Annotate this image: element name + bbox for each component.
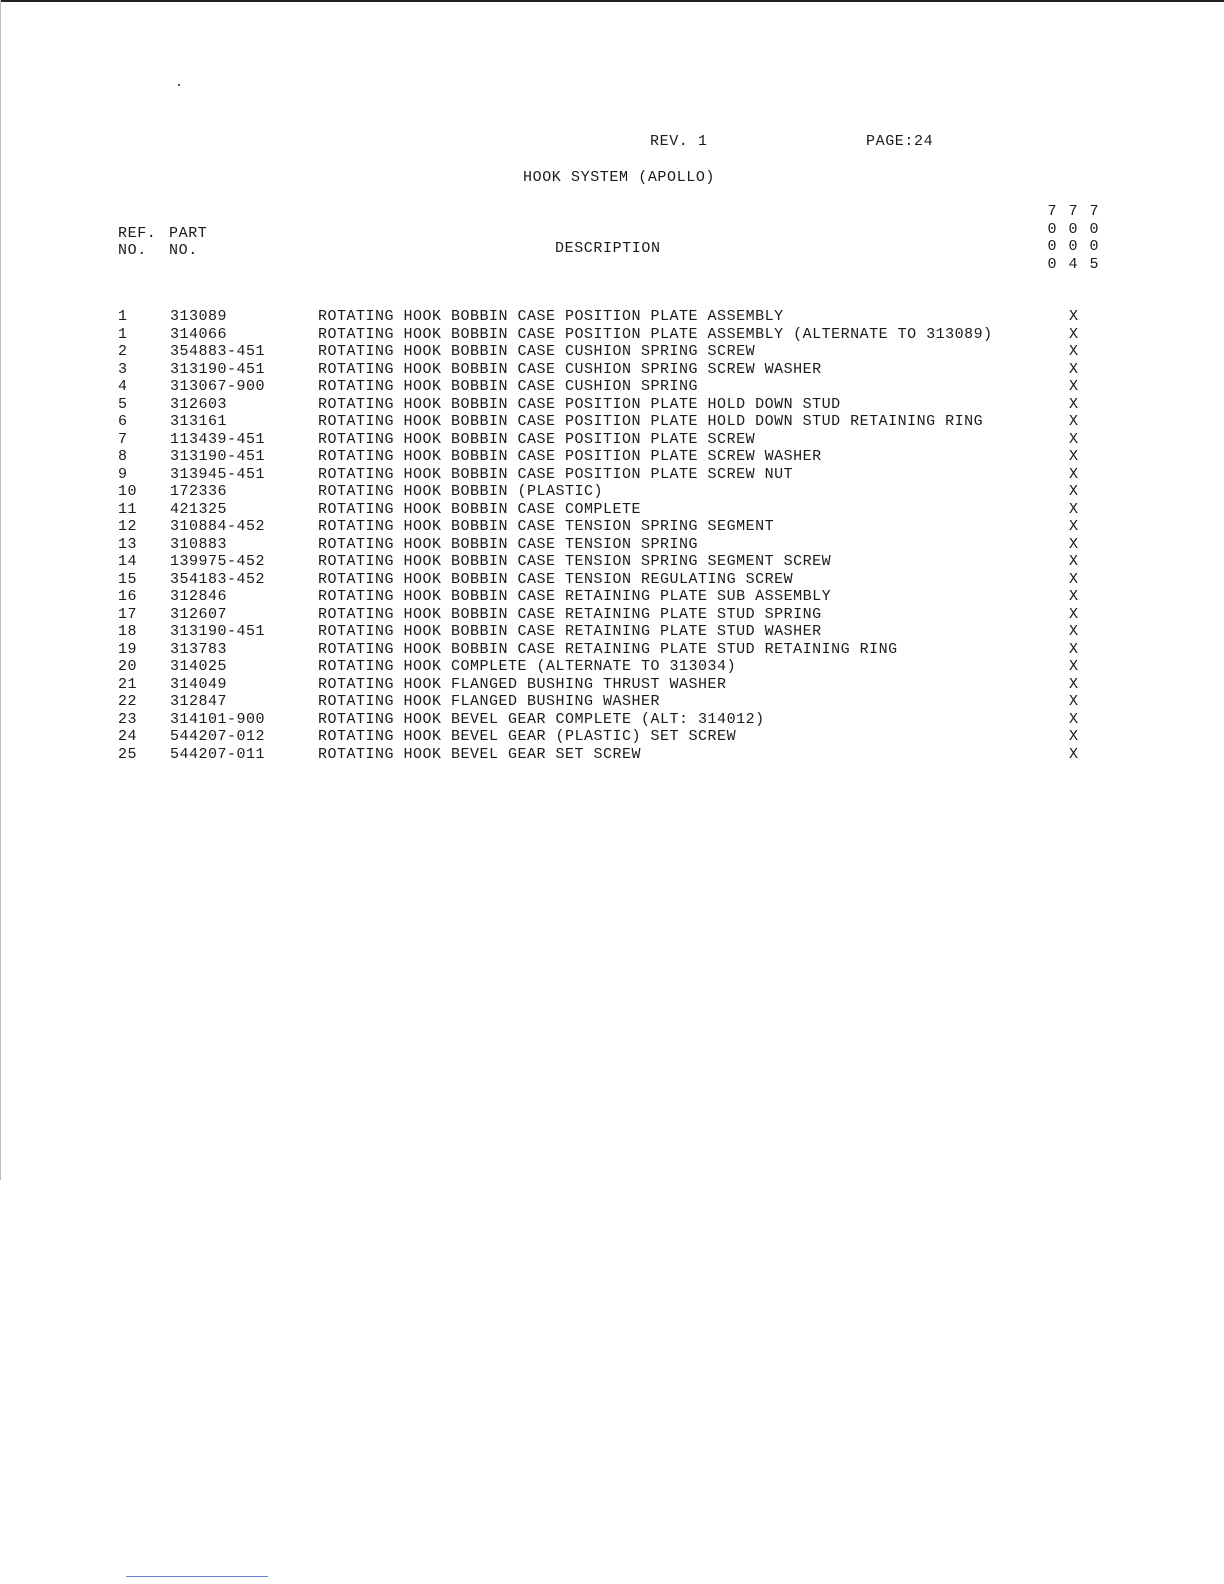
model-mark: X [1069, 745, 1079, 763]
model-mark: X [1069, 710, 1079, 728]
model-column-7005 [1087, 203, 1101, 273]
model-digit: 0 [1047, 255, 1057, 273]
part-number: 172336 [170, 483, 228, 500]
part-description: ROTATING HOOK BEVEL GEAR (PLASTIC) SET SCREW [318, 728, 737, 745]
part-description: ROTATING HOOK BOBBIN CASE RETAINING PLATE STUD SPRING [318, 605, 822, 623]
part-number: 313945-451 [170, 465, 266, 483]
part-description: ROTATING HOOK BOBBIN CASE RETAINING PLATE STUD RETAINING RING [318, 640, 898, 658]
model-mark: X [1069, 395, 1079, 413]
table-row [0, 361, 1224, 379]
ref-number: 2 [118, 343, 128, 360]
part-description: ROTATING HOOK BOBBIN CASE POSITION PLATE HOLD DOWN STUD RETAINING RING [318, 413, 984, 430]
part-number: 313190-451 [170, 448, 266, 465]
ref-number: 6 [118, 413, 128, 430]
model-mark: X [1069, 308, 1079, 325]
part-header-line1: PART [169, 225, 208, 242]
model-mark: X [1069, 343, 1079, 360]
part-number: 314049 [170, 675, 228, 693]
model-mark: X [1069, 360, 1079, 378]
part-number: 139975-452 [170, 553, 266, 570]
table-row [0, 413, 1224, 431]
table-row [0, 343, 1224, 361]
part-description: ROTATING HOOK BOBBIN CASE RETAINING PLATE SUB ASSEMBLY [318, 588, 832, 605]
part-description: ROTATING HOOK BOBBIN CASE POSITION PLATE HOLD DOWN STUD [318, 395, 841, 413]
model-digit: 0 [1089, 220, 1099, 238]
model-mark: X [1069, 535, 1079, 553]
model-digit: 0 [1068, 220, 1078, 238]
model-mark: X [1069, 588, 1079, 605]
part-description: ROTATING HOOK BOBBIN CASE POSITION PLATE ASSEMBLY (ALTERNATE TO 313089) [318, 325, 993, 343]
part-description: ROTATING HOOK BOBBIN CASE POSITION PLATE SCREW NUT [318, 465, 794, 483]
table-row [0, 536, 1224, 554]
part-description: ROTATING HOOK BOBBIN CASE TENSION SPRING [318, 535, 699, 553]
ref-number: 1 [118, 308, 128, 325]
ref-number: 20 [118, 658, 138, 675]
table-row [0, 606, 1224, 624]
part-description: ROTATING HOOK BOBBIN CASE CUSHION SPRING SCREW [318, 343, 756, 360]
model-mark: X [1069, 325, 1079, 343]
table-row [0, 588, 1224, 606]
model-digit: 7 [1089, 203, 1099, 220]
model-digit: 7 [1047, 203, 1057, 220]
model-mark: X [1069, 570, 1079, 588]
model-mark: X [1069, 448, 1079, 465]
model-mark: X [1069, 640, 1079, 658]
ref-number: 15 [118, 570, 138, 588]
model-digit: 7 [1068, 203, 1078, 220]
model-mark: X [1069, 553, 1079, 570]
ref-number: 10 [118, 483, 138, 500]
ref-number: 8 [118, 448, 128, 465]
ref-number: 1 [118, 325, 128, 343]
part-number: 113439-451 [170, 430, 266, 448]
part-number: 354883-451 [170, 343, 266, 360]
part-description: ROTATING HOOK BOBBIN CASE CUSHION SPRING [318, 378, 699, 395]
table-row [0, 431, 1224, 449]
part-description: ROTATING HOOK COMPLETE (ALTERNATE TO 313034) [318, 658, 737, 675]
ref-header-line2: NO. [118, 242, 147, 259]
table-row [0, 378, 1224, 396]
model-mark: X [1069, 518, 1079, 535]
table-row [0, 501, 1224, 519]
part-number: 313161 [170, 413, 228, 430]
ref-number: 22 [118, 693, 138, 710]
table-row [0, 483, 1224, 501]
part-number: 314101-900 [170, 710, 266, 728]
model-digit: 4 [1068, 255, 1078, 273]
part-number: 544207-012 [170, 728, 266, 745]
ref-number: 17 [118, 605, 138, 623]
part-header-line2: NO. [169, 242, 198, 259]
part-number: 310884-452 [170, 518, 266, 535]
page-number: PAGE:24 [866, 133, 934, 150]
model-mark: X [1069, 413, 1079, 430]
page-title: HOOK SYSTEM (APOLLO) [523, 169, 716, 186]
ref-no-column-header [118, 225, 156, 259]
part-number: 421325 [170, 500, 228, 518]
part-description: ROTATING HOOK BOBBIN (PLASTIC) [318, 483, 604, 500]
part-description: ROTATING HOOK BOBBIN CASE COMPLETE [318, 500, 642, 518]
ref-number: 14 [118, 553, 138, 570]
part-description: ROTATING HOOK BOBBIN CASE TENSION REGULATING SCREW [318, 570, 794, 588]
model-mark: X [1069, 623, 1079, 640]
model-mark: X [1069, 728, 1079, 745]
part-description: ROTATING HOOK BOBBIN CASE TENSION SPRING SEGMENT SCREW [318, 553, 832, 570]
ref-number: 3 [118, 360, 128, 378]
model-mark: X [1069, 430, 1079, 448]
ref-number: 11 [118, 500, 138, 518]
revision-label: REV. 1 [650, 133, 708, 150]
table-row [0, 711, 1224, 729]
part-description: ROTATING HOOK BOBBIN CASE POSITION PLATE SCREW [318, 430, 756, 448]
model-mark: X [1069, 465, 1079, 483]
ref-number: 21 [118, 675, 138, 693]
description-column-header: DESCRIPTION [555, 240, 661, 257]
part-number: 312846 [170, 588, 228, 605]
model-digit: 0 [1047, 220, 1057, 238]
part-number: 314025 [170, 658, 228, 675]
table-row [0, 448, 1224, 466]
table-row [0, 518, 1224, 536]
part-number: 313783 [170, 640, 228, 658]
model-column-7000 [1045, 203, 1059, 273]
model-digit: 5 [1089, 255, 1099, 273]
model-mark: X [1069, 500, 1079, 518]
part-number: 312847 [170, 693, 228, 710]
part-description: ROTATING HOOK FLANGED BUSHING WASHER [318, 693, 661, 710]
model-digit: 0 [1068, 238, 1078, 255]
table-row [0, 676, 1224, 694]
table-row [0, 746, 1224, 764]
table-row [0, 728, 1224, 746]
model-column-7004 [1066, 203, 1080, 273]
part-number: 310883 [170, 535, 228, 553]
table-row [0, 553, 1224, 571]
part-description: ROTATING HOOK BEVEL GEAR COMPLETE (ALT: 314012) [318, 710, 765, 728]
model-mark: X [1069, 658, 1079, 675]
table-row [0, 641, 1224, 659]
table-row [0, 571, 1224, 589]
part-number: 313190-451 [170, 360, 266, 378]
table-row [0, 658, 1224, 676]
table-row [0, 326, 1224, 344]
ref-number: 25 [118, 745, 138, 763]
part-number: 313089 [170, 308, 228, 325]
ref-number: 4 [118, 378, 128, 395]
parts-list [0, 308, 1224, 763]
bottom-scan-line [126, 1576, 268, 1577]
table-row [0, 623, 1224, 641]
ref-number: 23 [118, 710, 138, 728]
page-top-border [0, 0, 1224, 2]
model-mark: X [1069, 675, 1079, 693]
scan-speck [178, 84, 180, 86]
ref-number: 19 [118, 640, 138, 658]
model-mark: X [1069, 605, 1079, 623]
model-mark: X [1069, 693, 1079, 710]
part-description: ROTATING HOOK BEVEL GEAR SET SCREW [318, 745, 642, 763]
part-description: ROTATING HOOK BOBBIN CASE POSITION PLATE SCREW WASHER [318, 448, 822, 465]
part-no-column-header [169, 225, 207, 259]
ref-number: 16 [118, 588, 138, 605]
table-row [0, 693, 1224, 711]
part-number: 313190-451 [170, 623, 266, 640]
ref-number: 24 [118, 728, 138, 745]
model-mark: X [1069, 378, 1079, 395]
part-number: 354183-452 [170, 570, 266, 588]
table-row [0, 396, 1224, 414]
part-number: 314066 [170, 325, 228, 343]
part-number: 544207-011 [170, 745, 266, 763]
ref-number: 5 [118, 395, 128, 413]
table-row [0, 308, 1224, 326]
part-description: ROTATING HOOK BOBBIN CASE RETAINING PLATE STUD WASHER [318, 623, 822, 640]
ref-number: 18 [118, 623, 138, 640]
part-description: ROTATING HOOK FLANGED BUSHING THRUST WASHER [318, 675, 727, 693]
table-row [0, 466, 1224, 484]
part-number: 312607 [170, 605, 228, 623]
model-digit: 0 [1047, 238, 1057, 255]
part-description: ROTATING HOOK BOBBIN CASE POSITION PLATE ASSEMBLY [318, 308, 784, 325]
ref-number: 9 [118, 465, 128, 483]
model-mark: X [1069, 483, 1079, 500]
part-number: 313067-900 [170, 378, 266, 395]
ref-number: 13 [118, 535, 138, 553]
part-number: 312603 [170, 395, 228, 413]
model-digit: 0 [1089, 238, 1099, 255]
part-description: ROTATING HOOK BOBBIN CASE CUSHION SPRING SCREW WASHER [318, 360, 822, 378]
ref-number: 12 [118, 518, 138, 535]
ref-header-line1: REF. [118, 225, 157, 242]
part-description: ROTATING HOOK BOBBIN CASE TENSION SPRING SEGMENT [318, 518, 775, 535]
ref-number: 7 [118, 430, 128, 448]
